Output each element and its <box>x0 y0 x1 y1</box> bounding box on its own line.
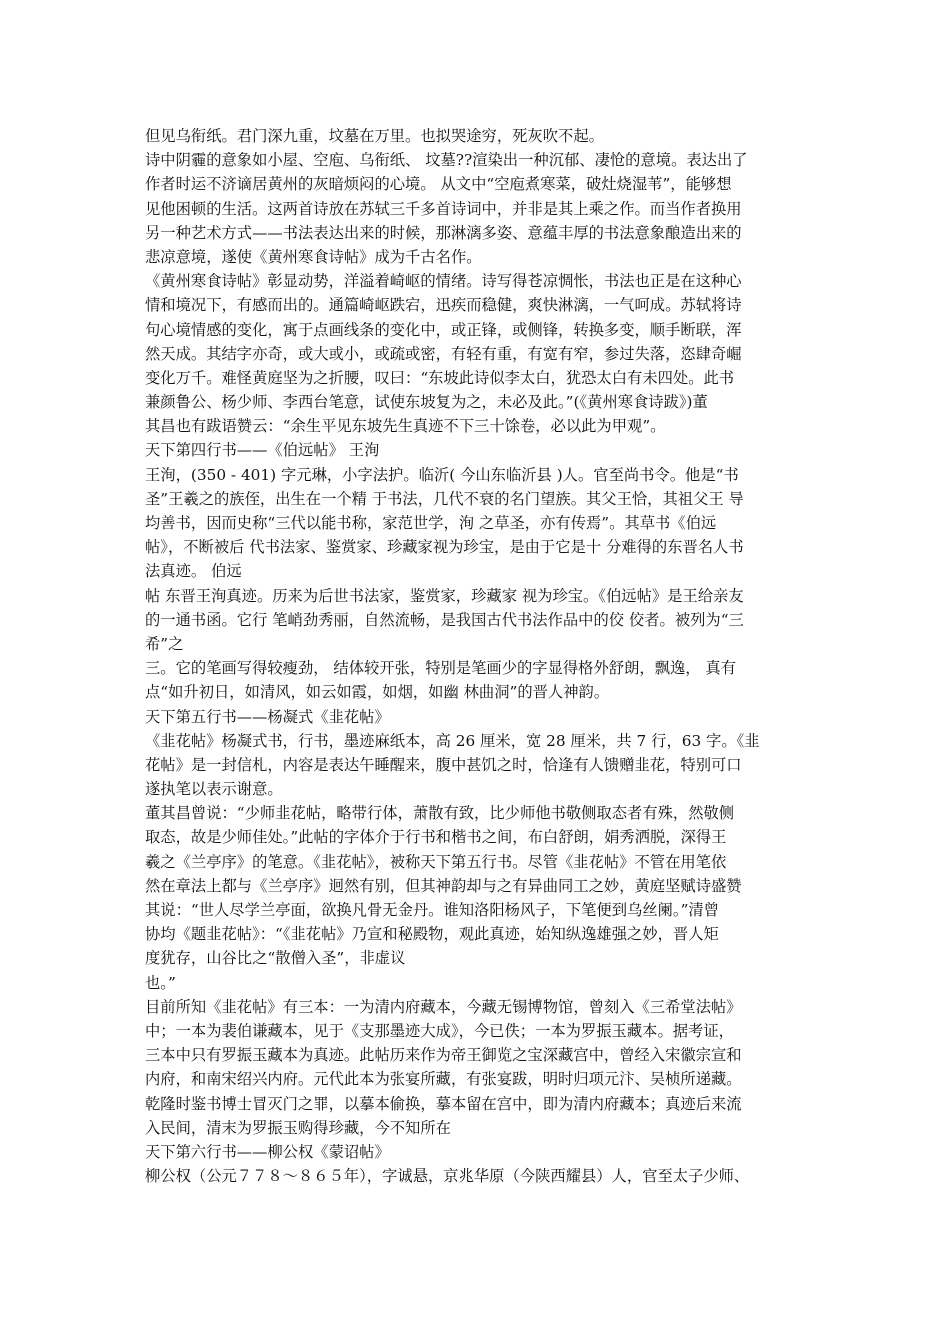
section-heading: 天下第六行书——柳公权《蒙诏帖》 <box>145 1142 390 1161</box>
text-line: 董其昌曾说：“少师韭花帖，略带行体，萧散有致，比少师他书敬侧取态者有殊，然敬侧 <box>145 804 735 823</box>
text-line: 然在章法上都与《兰亭序》迥然有别，但其神韵却与之有异曲同工之妙，黄庭坚赋诗盛赞 <box>145 876 742 895</box>
text-line: 诗中阴霾的意象如小屋、空庖、乌衔纸、 坟墓??渲染出一种沉郁、凄怆的意境。表达出了 <box>145 151 748 170</box>
text-line: 句心境情感的变化，寓于点画线条的变化中，或正锋，或侧锋，转换多变，顺手断联，浑 <box>145 320 742 339</box>
text-line: 王洵，(350 - 401) 字元琳，小字法护。临沂( 今山东临沂县 )人。官至尚书令。他是“书 <box>145 465 739 484</box>
text-line: 内府，和南宋绍兴内府。元代此本为张宴所藏，有张宴跋，明时归项元汴、吴桢所递藏。 <box>145 1070 742 1089</box>
text-line: 帖》，不断被后 代书法家、鉴赏家、珍藏家视为珍宝，是由于它是十 分难得的东晋名人书 <box>145 538 744 557</box>
text-line: 见他困顿的生活。这两首诗放在苏轼三千多首诗词中，并非是其上乘之作。而当作者换用 <box>145 199 742 218</box>
text-line: 也。” <box>145 973 176 992</box>
text-line: 遂执笔以表示谢意。 <box>145 780 283 799</box>
text-line: 目前所知《韭花帖》有三本：一为清内府藏本，今藏无锡博物馆，曾刻入《三希堂法帖》 <box>145 997 742 1016</box>
text-line: 另一种艺术方式——书法表达出来的时候，那淋漓多姿、意蕴丰厚的书法意象酿造出来的 <box>145 223 742 242</box>
text-line: 花帖》是一封信札，内容是表达午睡醒来，腹中甚饥之时，恰逢有人馈赠韭花，特别可口 <box>145 755 742 774</box>
text-line: 三本中只有罗振玉藏本为真迹。此帖历来作为帝王御览之宝深藏宫中，曾经入宋徽宗宣和 <box>145 1046 742 1065</box>
text-line: 《韭花帖》杨凝式书，行书，墨迹麻纸本，高 26 厘米，宽 28 厘米，共 7 行，63 字。《韭 <box>145 731 760 750</box>
text-line: 悲凉意境，遂使《黄州寒食诗帖》成为千古名作。 <box>145 247 482 266</box>
text-line: 《黄州寒食诗帖》彰显动势，洋溢着崎岖的情绪。诗写得苍凉惆怅，书法也正是在这种心 <box>145 272 742 291</box>
text-line: 的一通书函。它行 笔峭劲秀丽，自然流畅，是我国古代书法作品中的佼 佼者。被列为“三 <box>145 610 744 629</box>
text-line: 乾隆时鉴书博士冒灭门之罪，以摹本偷换，摹本留在宫中，即为清内府藏本；真迹后来流 <box>145 1094 742 1113</box>
section-heading: 天下第四行书——《伯远帖》 王洵 <box>145 441 380 460</box>
text-line: 中；一本为裴伯谦藏本，见于《支那墨迹大成》，今已佚；一本为罗振玉藏本。据考证， <box>145 1021 734 1040</box>
text-line: 作者时运不济谪居黄州的灰暗烦闷的心境。 从文中“空庖煮寒菜，破灶烧湿苇”，能够想 <box>145 175 732 194</box>
text-line: 变化万千。难怪黄庭坚为之折腰，叹曰：“东坡此诗似李太白，犹恐太白有未四处。此书 <box>145 368 735 387</box>
text-line: 兼颜鲁公、杨少师、李西台笔意，试使东坡复为之，未必及此。”(《黄州寒食诗跋》)董 <box>145 393 708 412</box>
text-line: 法真迹。 伯远 <box>145 562 242 581</box>
text-line: 希”之 <box>145 634 184 653</box>
text-line: 但见乌衔纸。君门深九重，坟墓在万里。也拟哭途穷，死灰吹不起。 <box>145 127 604 145</box>
text-line: 圣”王羲之的族侄，出生在一个精 于书法，几代不衰的名门望族。其父王恰，其祖父王 导 <box>145 489 744 508</box>
text-line: 点“如升初日，如清风，如云如霞，如烟，如幽 林曲洞”的晋人神韵。 <box>145 683 610 702</box>
text-line: 情和境况下，有感而出的。通篇崎岖跌宕，迅疾而稳健，爽快淋漓，一气呵成。苏轼将诗 <box>145 296 742 315</box>
text-line: 帖 东晋王洵真迹。历来为后世书法家，鉴赏家，珍藏家 视为珍宝。《伯远帖》是王给亲友 <box>145 586 744 605</box>
text-line: 柳公权（公元７７８～８６５年），字诚悬，京兆华原（今陕西耀县）人，官至太子少师、 <box>145 1167 750 1186</box>
document-body <box>145 124 810 1188</box>
text-line: 三。它的笔画写得较瘦劲， 结体较开张，特别是笔画少的字显得格外舒朗，飘逸， 真有 <box>145 659 737 678</box>
text-line: 其说：“世人尽学兰亭面，欲换凡骨无金丹。谁知洛阳杨风子，下笔便到乌丝阑。”清曾 <box>145 901 719 919</box>
text-line: 度犹存，山谷比之“散僧入圣”，非虚议 <box>145 949 406 968</box>
text-line: 入民间，清末为罗振玉购得珍藏，今不知所在 <box>145 1118 451 1137</box>
text-line: 然天成。其结字亦奇，或大或小，或疏或密，有轻有重，有宽有窄，参过失落，恣肆奇崛 <box>145 344 742 363</box>
text-line: 羲之《兰亭序》的笔意。《韭花帖》，被称天下第五行书。尽管《韭花帖》不管在用笔依 <box>145 852 727 871</box>
text-line: 其昌也有跋语赞云：“余生平见东坡先生真迹不下三十馀卷，必以此为甲观”。 <box>145 417 666 436</box>
text-line: 协均《题韭花帖》：“《韭花帖》乃宣和秘殿物，观此真迹，始知纵逸雄强之妙，晋人矩 <box>145 925 719 944</box>
text-line: 均善书，因而史称“三代以能书称，家范世学，洵 之草圣，亦有传焉”。其草书《伯远 <box>145 514 717 532</box>
text-line: 取态，故是少师佳处。”此帖的字体介于行书和楷书之间，布白舒朗，娟秀洒脱，深得王 <box>145 828 727 847</box>
section-heading: 天下第五行书——杨凝式《韭花帖》 <box>145 707 390 726</box>
